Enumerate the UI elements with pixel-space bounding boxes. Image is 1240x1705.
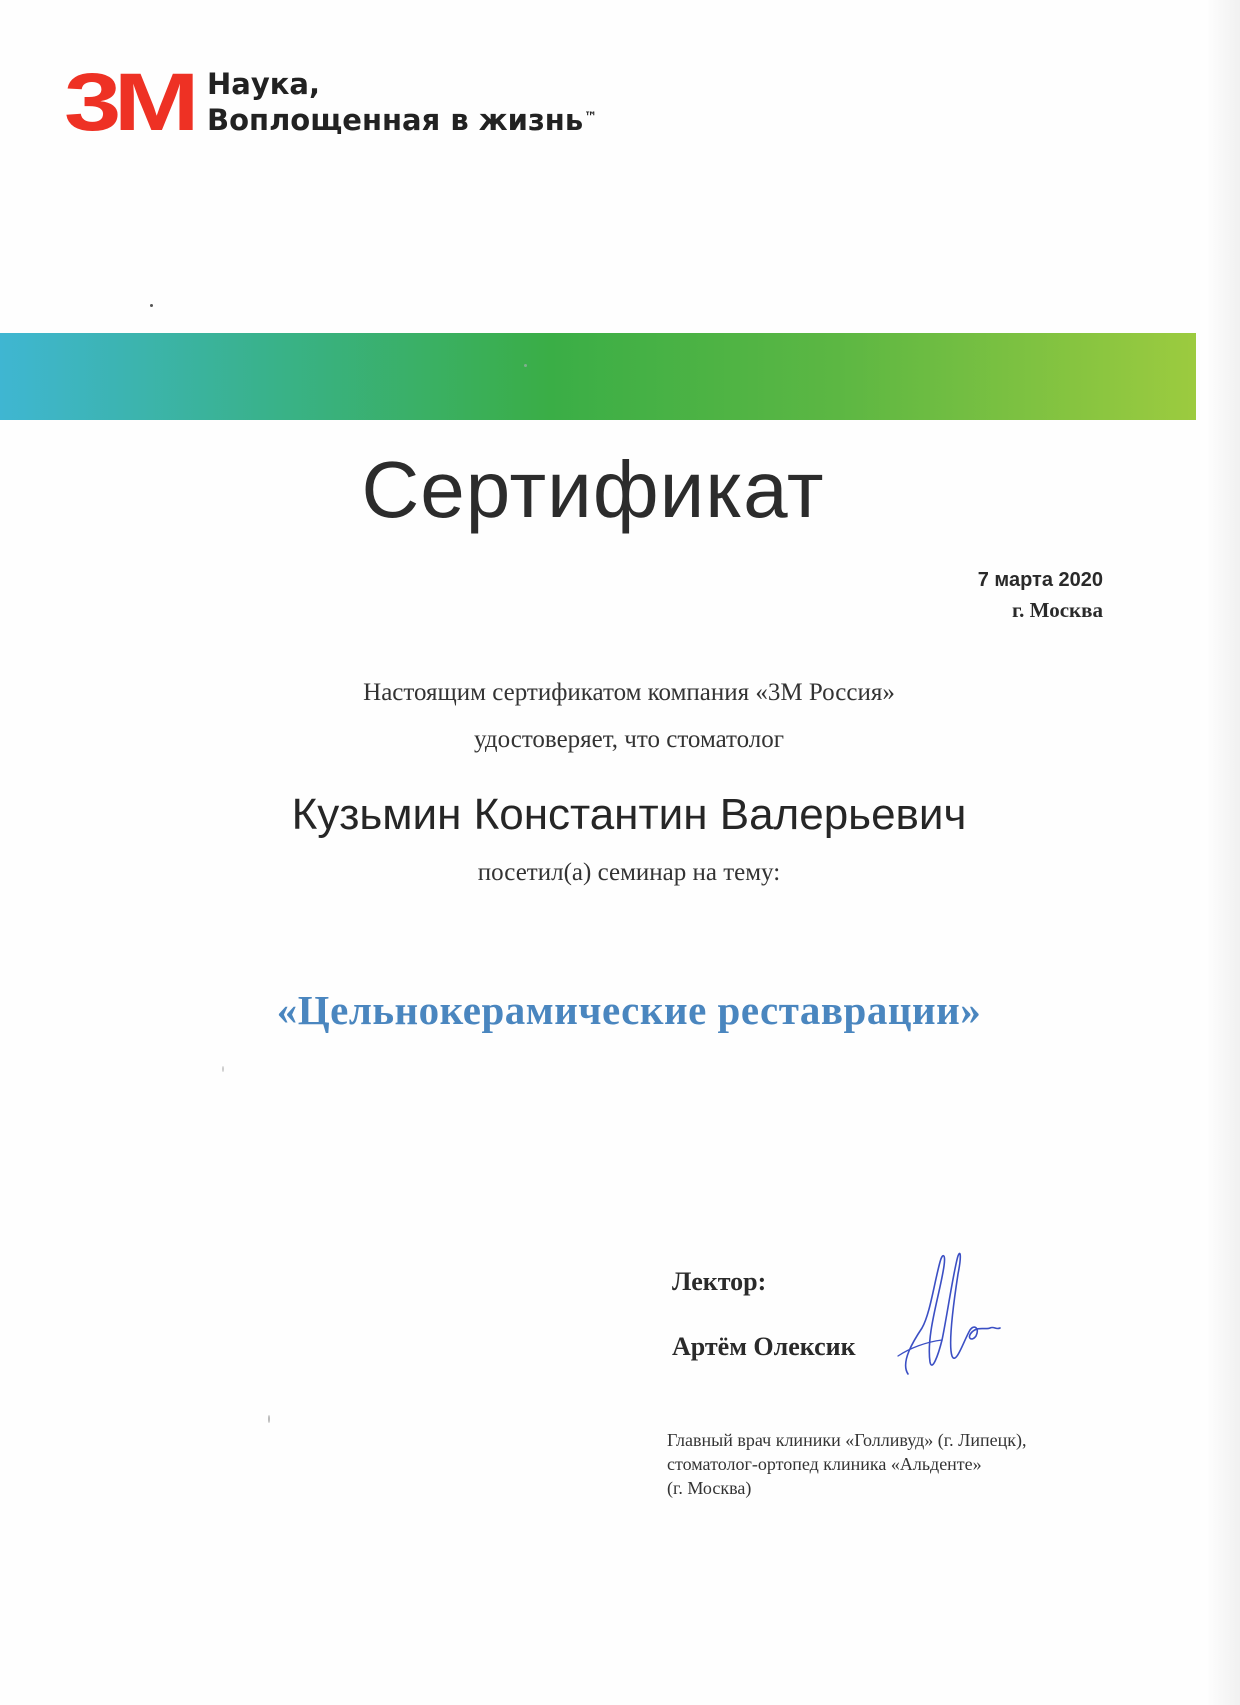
certificate-city: г. Москва	[1012, 598, 1103, 622]
recipient-name: Кузьмин Константин Валерьевич	[291, 790, 967, 839]
brand-tagline	[207, 66, 597, 138]
scan-speck	[268, 1415, 270, 1423]
tagline-line1: Наука,	[207, 67, 321, 101]
certificate-date: 7 марта 2020	[977, 569, 1103, 591]
tagline-line2	[207, 102, 597, 138]
scan-speck	[150, 304, 153, 307]
credentials-line: Главный врач клиники «Голливуд» (г. Липецк),	[667, 1430, 1027, 1450]
lecturer-signature	[896, 1244, 1006, 1384]
page-edge-shadow	[1206, 0, 1240, 1705]
intro-line-1: Настоящим сертификатом компания «3М Россия»	[363, 679, 895, 706]
credentials-line: (г. Москва)	[667, 1478, 752, 1498]
certificate-title: Сертификат	[361, 445, 825, 534]
lecturer-label: Лектор:	[672, 1267, 767, 1296]
lecturer-credentials	[667, 1428, 1026, 1500]
3m-logo	[64, 70, 194, 136]
lecturer-name: Артём Олексик	[672, 1332, 856, 1361]
trademark-symbol: ™	[584, 110, 598, 125]
svg-text:3M: 3M	[64, 70, 193, 136]
scan-speck	[524, 364, 527, 367]
attended-line: посетил(а) семинар на тему:	[477, 859, 781, 886]
scan-speck	[222, 1066, 224, 1072]
credentials-line: стоматолог-ортопед клиника «Альденте»	[667, 1454, 982, 1474]
intro-line-2: удостоверяет, что стоматолог	[473, 726, 785, 753]
seminar-topic: «Цельнокерамические реставрации»	[276, 987, 982, 1033]
gradient-band	[0, 333, 1196, 420]
tagline-line2-text: Воплощенная в жизнь	[207, 103, 584, 137]
